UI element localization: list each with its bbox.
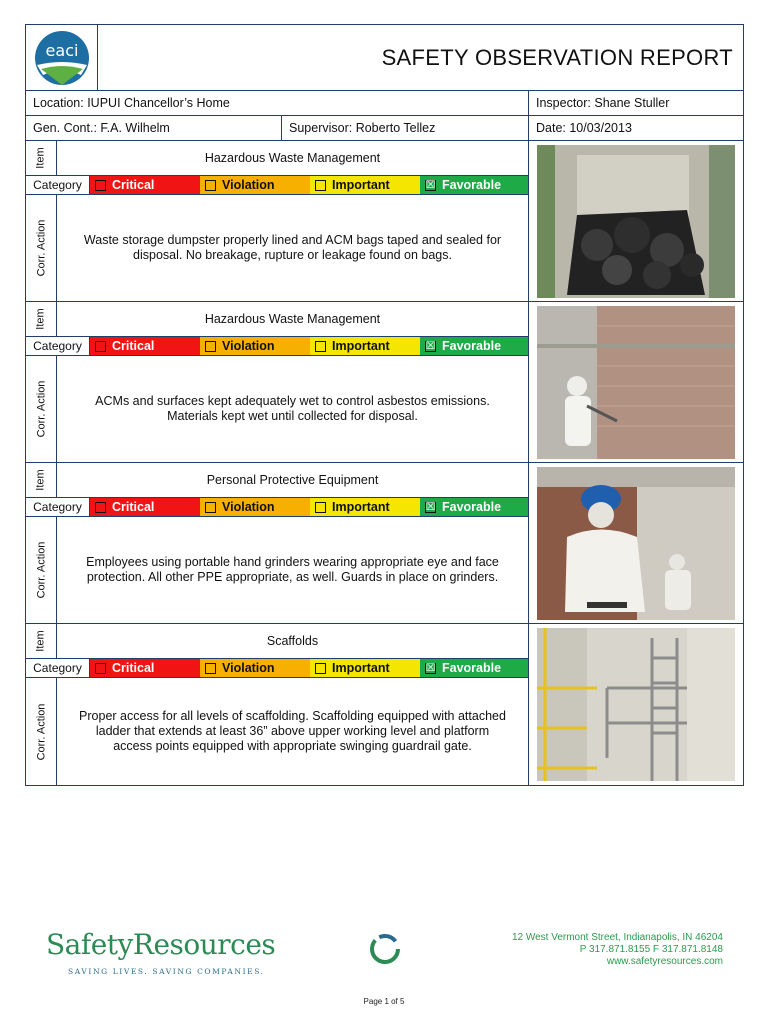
favorable-checkbox-checked: ☒ — [425, 339, 436, 352]
critical-checkbox — [95, 341, 106, 352]
date-field: Date: 10/03/2013 — [536, 121, 632, 135]
important-checkbox — [315, 663, 326, 674]
category-violation: Violation — [200, 498, 310, 516]
violation-checkbox — [205, 341, 216, 352]
info-row-1 — [26, 91, 743, 116]
ppe-grinding-photo — [537, 467, 735, 620]
safety-observation-report — [25, 24, 744, 786]
inspector-field: Inspector: Shane Stuller — [536, 96, 670, 110]
category-important: Important — [310, 337, 420, 355]
important-checkbox — [315, 341, 326, 352]
eaci-logo-icon — [31, 29, 93, 87]
category-violation: Violation — [200, 337, 310, 355]
page-title: SAFETY OBSERVATION REPORT — [381, 44, 733, 70]
item-label: Item — [26, 302, 57, 336]
observation-3 — [26, 463, 743, 624]
page-footer — [0, 920, 768, 990]
website-link[interactable]: www.safetyresources.com — [606, 956, 723, 967]
corr-action-label: Corr. Action — [26, 517, 57, 623]
category-critical: Critical — [90, 337, 200, 355]
eaci-logo — [26, 25, 98, 90]
category-violation: Violation — [200, 659, 310, 677]
observation-4 — [26, 624, 743, 785]
category-row — [26, 659, 528, 678]
item-text: Hazardous Waste Management — [204, 151, 381, 165]
category-favorable: ☒ Favorable — [420, 176, 528, 194]
supervisor-field: Supervisor: Roberto Tellez — [282, 116, 529, 140]
gen-cont-field: Gen. Cont.: F.A. Wilhelm — [26, 116, 282, 140]
item-text: Personal Protective Equipment — [206, 473, 379, 487]
category-label: Category — [26, 176, 90, 194]
violation-checkbox — [205, 502, 216, 513]
category-row — [26, 176, 528, 195]
category-favorable: ☒ Favorable — [420, 337, 528, 355]
safety-resources-tagline: SAVING LIVES. SAVING COMPANIES. — [68, 967, 265, 976]
category-critical: Critical — [90, 176, 200, 194]
corr-action-label: Corr. Action — [26, 356, 57, 462]
eaci-logo-text: eaci — [45, 40, 78, 60]
address-line-1: 12 West Vermont Street, Indianapolis, IN 46204 — [511, 932, 723, 943]
corr-action-text: ACMs and surfaces kept adequately wet to control asbestos emissions. Materials kept wet until collected for disposal. — [95, 394, 490, 423]
observation-2 — [26, 302, 743, 463]
corr-action-text: Employees using portable hand grinders wearing appropriate eye and face protection. All other PPE appropriate, as well. Guards in place on grinders. — [86, 555, 499, 584]
critical-checkbox — [95, 502, 106, 513]
item-label: Item — [26, 463, 57, 497]
corr-action-text: Waste storage dumpster properly lined and ACM bags taped and sealed for disposal. No breakage, rupture or leakage found on bags. — [83, 233, 502, 262]
corr-action-text: Proper access for all levels of scaffolding. Scaffolding equipped with attached ladder that extends at least 36” above upper working level and platform access points equipped with appropriate swinging guardrail gate. — [79, 709, 506, 753]
item-text: Scaffolds — [266, 634, 319, 648]
category-important: Important — [310, 659, 420, 677]
favorable-checkbox-checked: ☒ — [425, 500, 436, 513]
safety-resources-logo: SafetyResources — [46, 928, 276, 961]
corr-action-label: Corr. Action — [26, 678, 57, 785]
category-important: Important — [310, 176, 420, 194]
favorable-checkbox-checked: ☒ — [425, 661, 436, 674]
category-label: Category — [26, 659, 90, 677]
important-checkbox — [315, 502, 326, 513]
ring-logo-icon — [368, 932, 402, 966]
wetting-surfaces-photo — [537, 306, 735, 459]
category-critical: Critical — [90, 659, 200, 677]
important-checkbox — [315, 180, 326, 191]
scaffold-ladder-photo — [537, 628, 735, 781]
item-label: Item — [26, 141, 57, 175]
info-row-2 — [26, 116, 743, 141]
category-violation: Violation — [200, 176, 310, 194]
category-favorable: ☒ Favorable — [420, 659, 528, 677]
corr-action-label: Corr. Action — [26, 195, 57, 301]
category-critical: Critical — [90, 498, 200, 516]
favorable-checkbox-checked: ☒ — [425, 178, 436, 191]
location-field: Location: IUPUI Chancellor’s Home — [26, 91, 529, 115]
category-favorable: ☒ Favorable — [420, 498, 528, 516]
category-row — [26, 498, 528, 517]
item-text: Hazardous Waste Management — [204, 312, 381, 326]
category-row — [26, 337, 528, 356]
category-label: Category — [26, 498, 90, 516]
critical-checkbox — [95, 663, 106, 674]
dumpster-photo — [537, 145, 735, 298]
report-header — [26, 25, 743, 91]
category-label: Category — [26, 337, 90, 355]
critical-checkbox — [95, 180, 106, 191]
category-important: Important — [310, 498, 420, 516]
page-number: Page 1 of 5 — [363, 997, 405, 1006]
violation-checkbox — [205, 180, 216, 191]
item-label: Item — [26, 624, 57, 658]
violation-checkbox — [205, 663, 216, 674]
observation-1 — [26, 141, 743, 302]
phone-fax-line: P 317.871.8155 F 317.871.8148 — [579, 944, 723, 955]
company-address — [512, 932, 723, 968]
